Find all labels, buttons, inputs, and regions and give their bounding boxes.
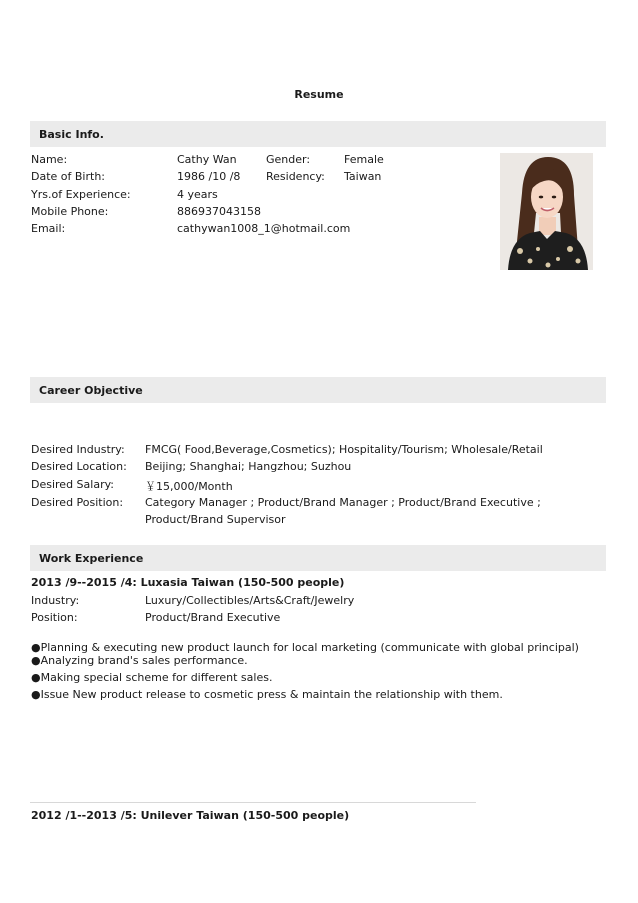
desired-location-label: Desired Location: (31, 460, 127, 473)
section-header-work-experience (30, 545, 606, 571)
dob-label: Date of Birth: (31, 170, 106, 183)
gender-value: Female (344, 153, 384, 166)
desired-position-value-line1: Category Manager ; Product/Brand Manager ; Product/Brand Executive ; (145, 496, 541, 509)
job-heading: 2012 /1--2013 /5: Unilever Taiwan (150-500 people) (31, 809, 350, 822)
desired-position-label: Desired Position: (31, 496, 124, 509)
section-header-career-objective (30, 377, 606, 403)
email-value: cathywan1008_1@hotmail.com (177, 222, 351, 235)
job-industry-label: Industry: (31, 594, 80, 607)
job-position-value: Product/Brand Executive (145, 611, 281, 624)
job-heading: 2013 /9--2015 /4: Luxasia Taiwan (150-500 people) (31, 576, 345, 589)
desired-salary-label: Desired Salary: (31, 478, 115, 491)
desired-salary-value: ￥15,000/Month (145, 480, 233, 493)
job-bullet-item: ●Planning & executing new product launch for local marketing (communicate with global principal) (31, 641, 579, 654)
desired-location-value: Beijing; Shanghai; Hangzhou; Suzhou (145, 460, 352, 473)
section-title: Career Objective (39, 384, 143, 397)
phone-value: 886937043158 (177, 205, 261, 218)
desired-industry-label: Desired Industry: (31, 443, 125, 456)
name-label: Name: (31, 153, 68, 166)
residency-label: Residency: (266, 170, 325, 183)
job-industry-value: Luxury/Collectibles/Arts&Craft/Jewelry (145, 594, 355, 607)
experience-label: Yrs.of Experience: (31, 188, 131, 201)
residency-value: Taiwan (344, 170, 382, 183)
portrait-illustration (500, 153, 593, 270)
page-title: Resume (294, 88, 344, 101)
section-title: Basic Info. (39, 128, 104, 141)
job-bullet-item: ●Analyzing brand's sales performance. (31, 654, 248, 667)
job-bullet-item: ●Making special scheme for different sales. (31, 671, 273, 684)
job-position-label: Position: (31, 611, 78, 624)
profile-photo (500, 153, 593, 270)
experience-value: 4 years (177, 188, 218, 201)
email-label: Email: (31, 222, 66, 235)
name-value: Cathy Wan (177, 153, 237, 166)
phone-label: Mobile Phone: (31, 205, 109, 218)
desired-industry-value: FMCG( Food,Beverage,Cosmetics); Hospitality/Tourism; Wholesale/Retail (145, 443, 543, 456)
gender-label: Gender: (266, 153, 311, 166)
section-title: Work Experience (39, 552, 144, 565)
dob-value: 1986 /10 /8 (177, 170, 241, 183)
divider (30, 802, 476, 803)
section-header-basic-info (30, 121, 606, 147)
desired-position-value-line2: Product/Brand Supervisor (145, 513, 286, 526)
job-bullet-item: ●Issue New product release to cosmetic press & maintain the relationship with them. (31, 688, 503, 701)
